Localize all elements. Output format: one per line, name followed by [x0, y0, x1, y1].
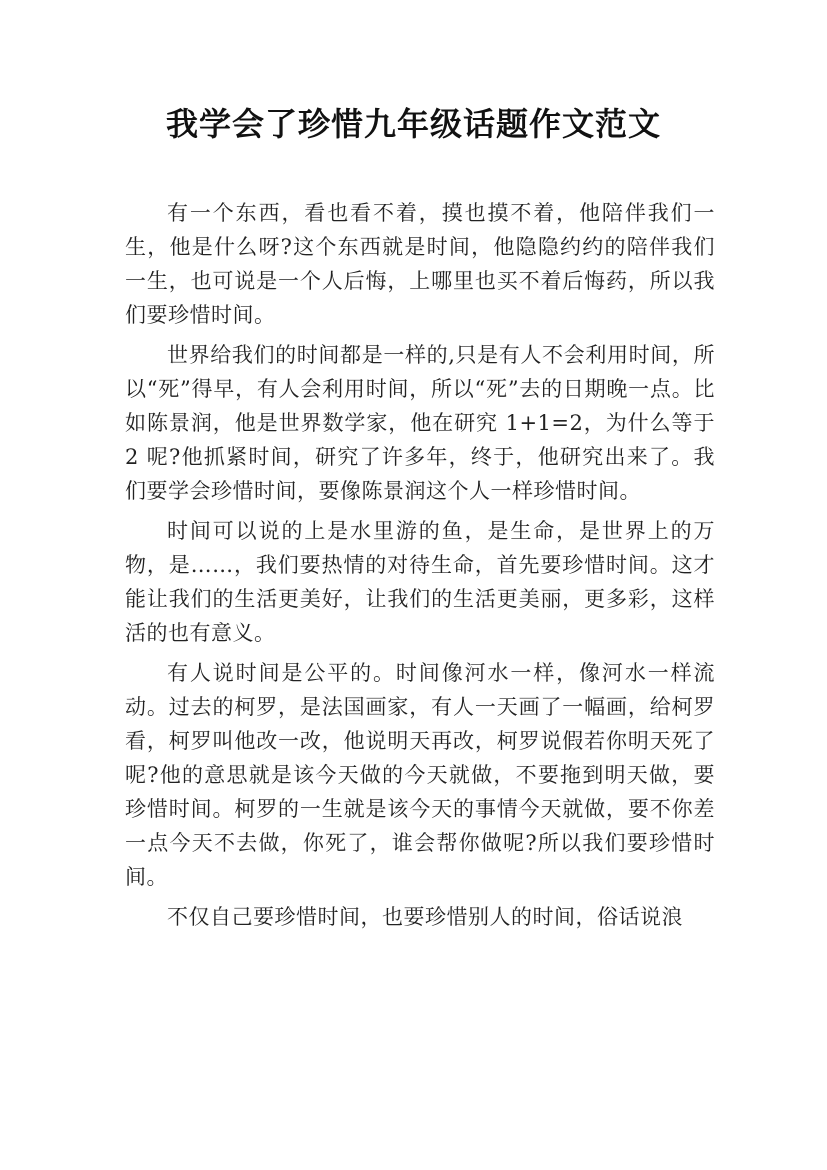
paragraph-1: 有一个东西，看也看不着，摸也摸不着，他陪伴我们一生，他是什么呀?这个东西就是时间，他隐隐约约的陪伴我们一生，也可说是一个人后悔，上哪里也买不着后悔药，所以我们要珍惜时间。	[125, 201, 715, 327]
paragraph-5: 不仅自己要珍惜时间，也要珍惜别人的时间，俗话说浪	[167, 905, 683, 929]
page-title: 我学会了珍惜九年级话题作文范文	[165, 105, 661, 143]
essay-body	[125, 196, 715, 940]
paragraph-4: 有人说时间是公平的。时间像河水一样，像河水一样流动。过去的柯罗，是法国画家，有人一天画了一幅画，给柯罗看，柯罗叫他改一改，他说明天再改，柯罗说假若你明天死了呢?他的意思就是该今天做的今天就做，不要拖到明天做，要珍惜时间。柯罗的一生就是该今天的事情今天就做，要不你差一点今天不去做，你死了，谁会帮你做呢?所以我们要珍惜时间。	[125, 661, 715, 889]
paragraph-3: 时间可以说的上是水里游的鱼，是生命，是世界上的万物，是……，我们要热情的对待生命，首先要珍惜时间。这才能让我们的生活更美好，让我们的生活更美丽，更多彩，这样活的也有意义。	[125, 519, 715, 645]
paragraph-2: 世界给我们的时间都是一样的,只是有人不会利用时间，所以“死”得早，有人会利用时间，所以“死”去的日期晚一点。比如陈景润，他是世界数学家，他在研究 1+1=2，为什么等于 2 呢?他抓紧时间，研究了许多年，终于，他研究出来了。我们要学会珍惜时间，要像陈景润这个人一样珍惜时间。	[125, 343, 715, 503]
